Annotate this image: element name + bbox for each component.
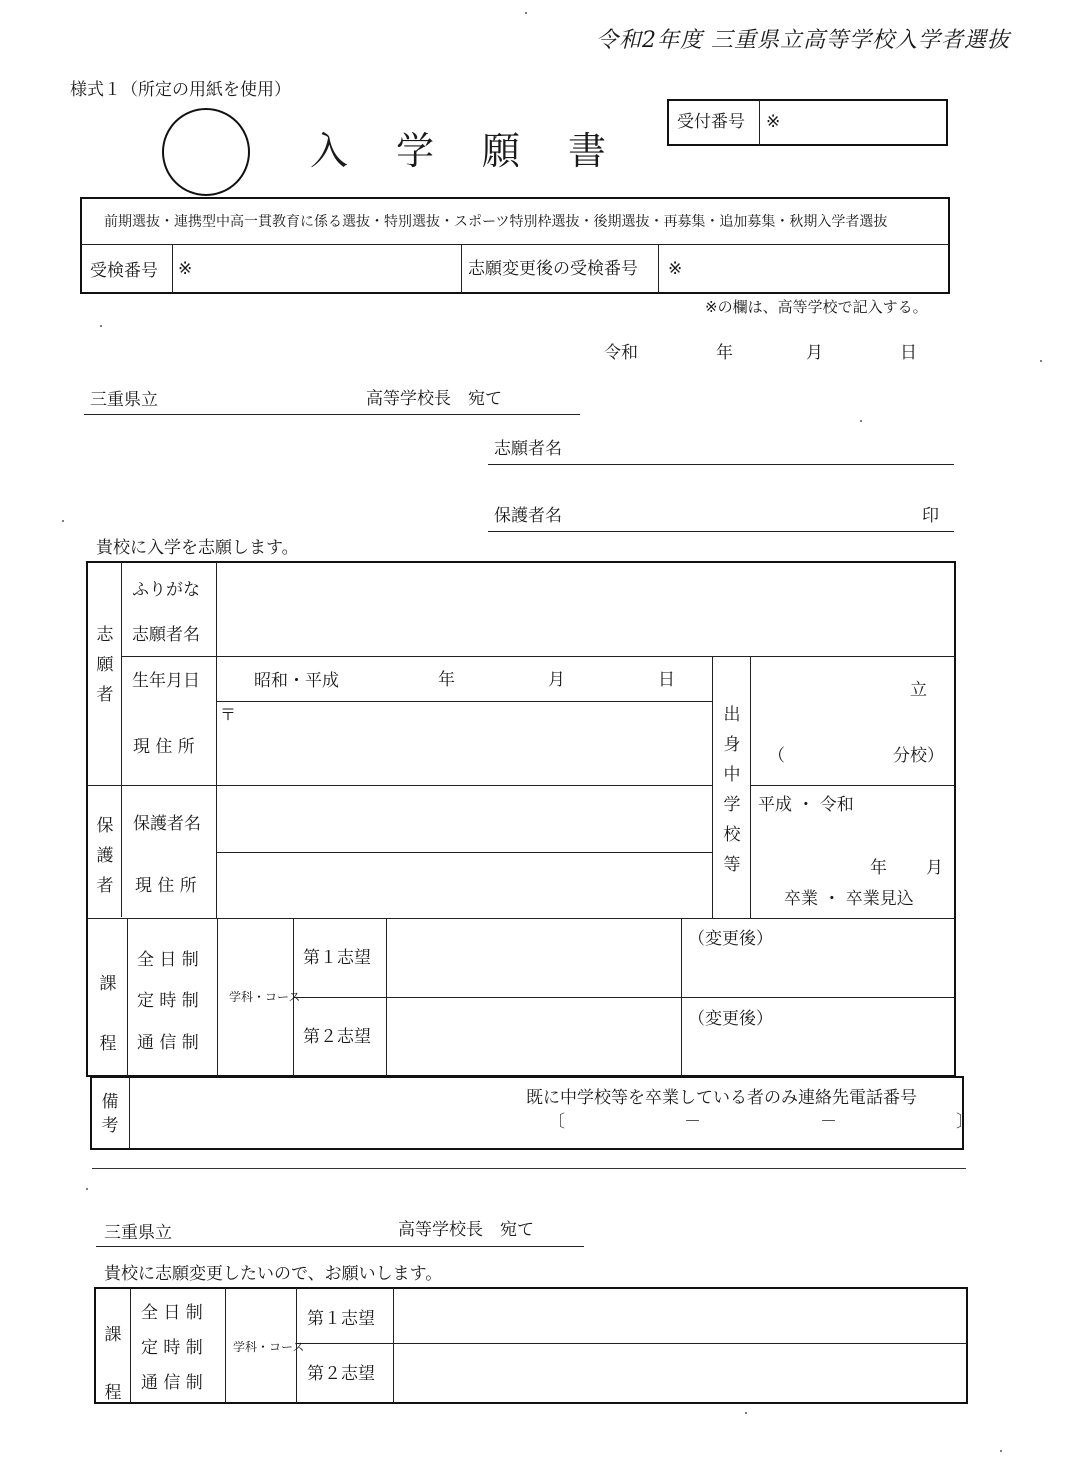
section-separator [92, 1168, 966, 1169]
branch-label: 分校） [893, 746, 944, 766]
scan-speck [86, 1188, 88, 1190]
guardian-address-field[interactable] [218, 855, 710, 915]
change-addressee-principal: 高等学校長 宛て [398, 1220, 534, 1240]
exam-number-label: 受検番号 [90, 261, 158, 281]
change-addressee-prefecture: 三重県立 [104, 1223, 172, 1243]
part-time-option[interactable]: 定 時 制 [137, 991, 199, 1011]
phone-number-field[interactable]: 〔 － － 〕 [548, 1112, 973, 1132]
applicant-name-label: 志願者名 [494, 439, 562, 459]
birth-month: 月 [548, 670, 565, 690]
guardian-name-label: 保護者名 [494, 506, 562, 526]
changed-exam-number-mark[interactable]: ※ [668, 259, 683, 279]
grad-year: 年 [870, 858, 887, 878]
receipt-number-mark: ※ [766, 112, 781, 132]
application-statement: 貴校に入学を志願します。 [96, 538, 299, 558]
scan-speck [62, 520, 64, 522]
addressee-prefecture: 三重県立 [90, 390, 158, 410]
second-choice-after-change[interactable]: （変更後） [688, 1009, 773, 1029]
change-full-time-option[interactable]: 全 日 制 [141, 1303, 203, 1323]
date-year: 年 [716, 343, 733, 363]
change-addressee-line[interactable] [96, 1246, 584, 1247]
first-choice-field[interactable] [388, 920, 679, 995]
scan-speck [525, 12, 527, 14]
full-time-option[interactable]: 全 日 制 [137, 950, 199, 970]
furigana-field[interactable] [218, 566, 953, 606]
guardian-name-row-label: 保護者名 [133, 814, 201, 834]
page-title: 入学願書 [310, 129, 655, 173]
change-second-choice-field[interactable] [395, 1346, 965, 1401]
correspondence-option[interactable]: 通 信 制 [137, 1033, 199, 1053]
change-first-choice-field[interactable] [395, 1290, 965, 1341]
remarks-label: 備考 [101, 1092, 119, 1136]
guardian-name-field[interactable] [218, 788, 710, 850]
guardian-address-label: 現 住 所 [135, 876, 197, 896]
change-second-choice-label: 第２志望 [307, 1364, 375, 1384]
first-choice-after-change[interactable]: （変更後） [688, 929, 773, 949]
handwritten-header: 令和2年度 三重県立高等学校入学者選抜 [596, 28, 1010, 53]
change-first-choice-label: 第１志望 [307, 1309, 375, 1329]
graduation-status[interactable]: 卒業 ・ 卒業見込 [784, 889, 914, 909]
scan-speck [1040, 360, 1042, 362]
current-address-field[interactable] [218, 726, 710, 782]
furigana-label: ふりがな [132, 580, 200, 600]
second-choice-field[interactable] [388, 999, 679, 1074]
guardian-group-label: 保護者 [96, 816, 114, 896]
grad-month: 月 [926, 858, 943, 878]
first-choice-label: 第１志望 [303, 948, 371, 968]
branch-open: （ [768, 746, 785, 766]
guardian-name-line[interactable] [488, 531, 954, 532]
applicant-name-row-label: 志願者名 [132, 625, 200, 645]
exam-number-mark[interactable]: ※ [178, 259, 193, 279]
school-group-label: 出身中学校等 [723, 705, 741, 875]
change-statement: 貴校に志願変更したいので、お願いします。 [104, 1264, 443, 1284]
date-month: 月 [806, 343, 823, 363]
date-era: 令和 [604, 343, 638, 363]
selection-types: 前期選抜・連携型中高一貫教育に係る選抜・特別選抜・スポーツ特別枠選抜・後期選抜・再募集・追加募集・秋期入学者選抜 [104, 214, 888, 230]
birth-era[interactable]: 昭和・平成 [254, 671, 339, 691]
grad-era[interactable]: 平成 ・ 令和 [758, 795, 854, 815]
scan-speck [745, 1412, 747, 1414]
change-course-group-label: 課程 [104, 1325, 122, 1403]
birth-year: 年 [438, 670, 455, 690]
dept-course-label: 学科・コース [229, 990, 301, 1004]
photo-circle [162, 108, 250, 196]
scan-speck [860, 420, 862, 422]
scan-speck [1000, 1450, 1002, 1452]
phone-note: 既に中学校等を卒業している者のみ連絡先電話番号 [526, 1088, 917, 1108]
change-correspondence-option[interactable]: 通 信 制 [141, 1373, 203, 1393]
changed-exam-number-label: 志願変更後の受検番号 [468, 259, 638, 279]
selection-box [80, 197, 950, 294]
course-group-label: 課程 [99, 974, 117, 1054]
scan-speck [100, 325, 102, 327]
applicant-name-line[interactable] [488, 464, 954, 465]
current-address-label: 現 住 所 [133, 737, 195, 757]
applicant-name-field[interactable] [218, 610, 953, 654]
second-choice-label: 第２志望 [303, 1027, 371, 1047]
date-day: 日 [900, 343, 917, 363]
school-name-field[interactable] [752, 660, 953, 782]
seal-label: 印 [922, 506, 939, 526]
note-text: ※の欄は、高等学校で記入する。 [705, 298, 928, 316]
applicant-group-label: 志願者 [96, 625, 114, 705]
addressee-line[interactable] [84, 414, 580, 415]
receipt-number-label: 受付番号 [677, 112, 745, 132]
form-number: 様式１（所定の用紙を使用） [70, 80, 291, 100]
birthdate-label: 生年月日 [132, 671, 200, 691]
addressee-principal: 高等学校長 宛て [366, 389, 502, 409]
change-part-time-option[interactable]: 定 時 制 [141, 1338, 203, 1358]
school-established: 立 [910, 680, 927, 700]
postal-mark: 〒 [220, 705, 237, 724]
birth-day: 日 [658, 670, 675, 690]
change-dept-course-label: 学科・コース [233, 1340, 305, 1354]
